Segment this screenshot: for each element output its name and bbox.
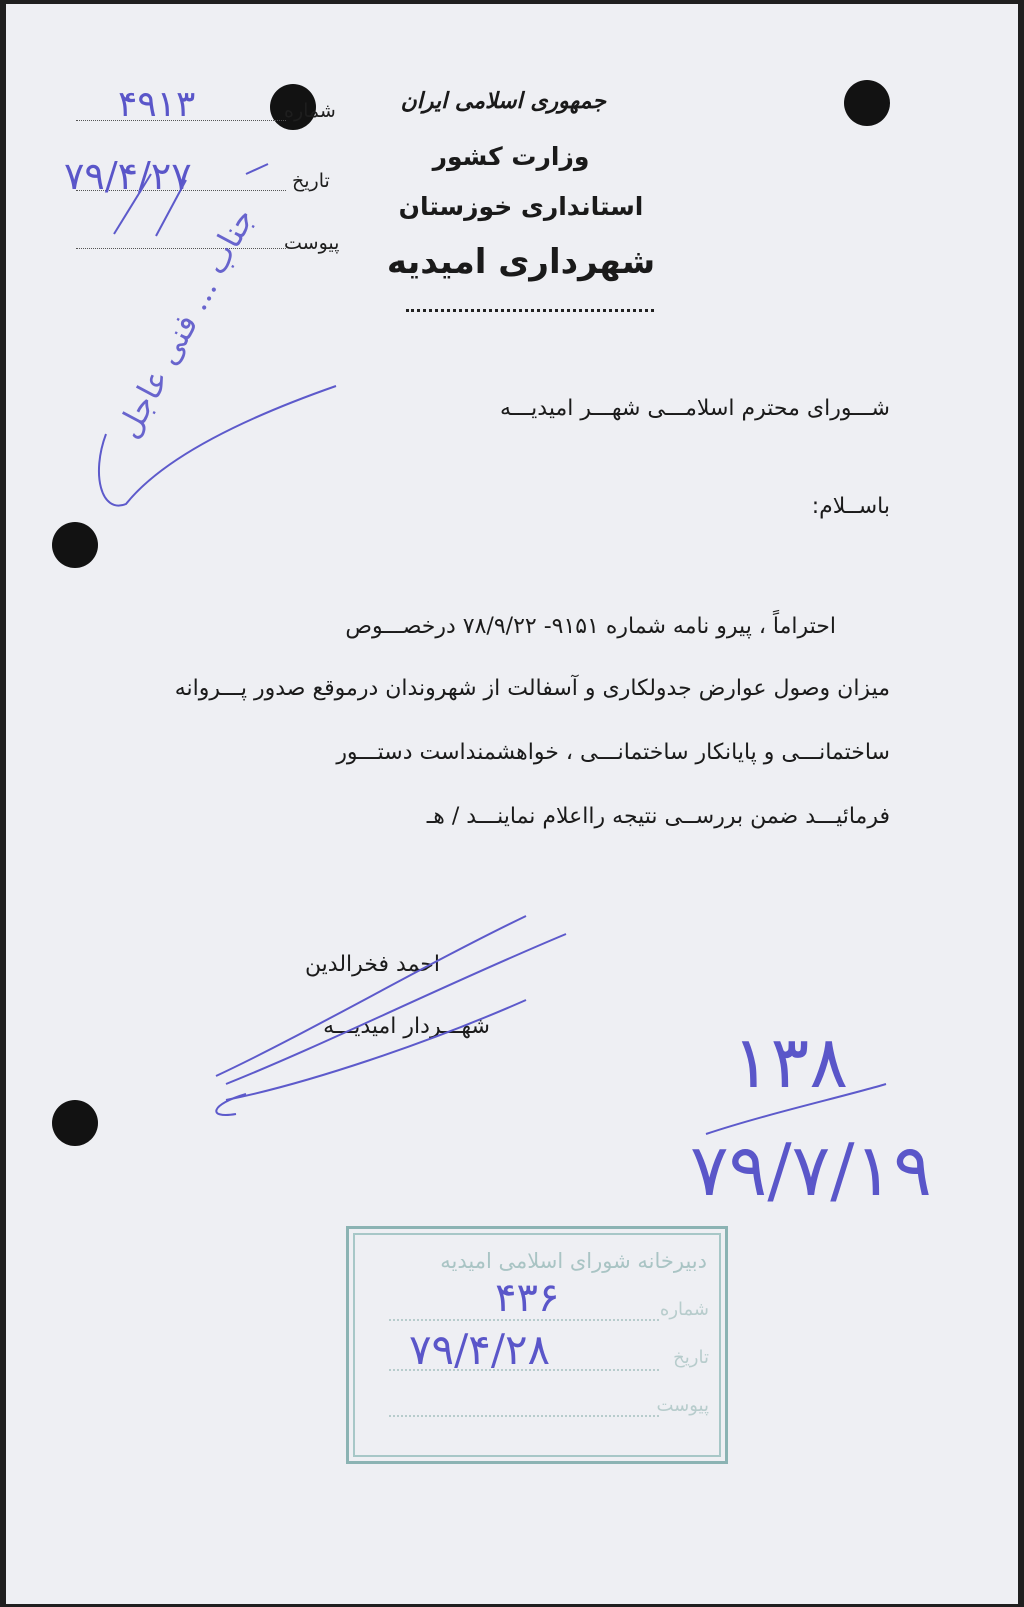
stamp-number-value: ۴۳۶ xyxy=(495,1275,560,1321)
date-label: تاریخ xyxy=(292,170,330,192)
body-line-1: احتراماً ، پیرو نامه شماره ۹۱۵۱- ۷۸/۹/۲۲ درخصـــوص xyxy=(345,614,836,639)
secretariat-stamp xyxy=(346,1226,728,1464)
stamp-attachment-line xyxy=(389,1415,659,1417)
stamp-attachment-label: پیوست xyxy=(656,1395,709,1416)
signature-title: شهـــردار امیدیـــه xyxy=(323,1014,490,1039)
stamp-date-label: تاریخ xyxy=(673,1347,709,1368)
stamp-date-value: ۷۹/۴/۲۸ xyxy=(409,1325,551,1374)
signature-stroke-3 xyxy=(226,1000,526,1100)
number-value: ۴۹۱۳ xyxy=(118,84,196,125)
pen-mark-tick xyxy=(246,164,268,174)
margin-handwritten-note: جناب ... فنی عاجل xyxy=(108,201,263,445)
handwritten-number: ۱۳۸ xyxy=(732,1020,849,1104)
body-line-4: فرمائیـــد ضمن بررســی نتیجه رااعلام نماینـــد / هـ xyxy=(426,804,890,829)
header-municipality: شهرداری امیدیه xyxy=(386,242,656,282)
attachment-label: پیوست xyxy=(284,232,340,254)
header-governorate: استانداری خوزستان xyxy=(398,192,644,221)
header-ministry: وزارت کشور xyxy=(432,142,590,171)
header-republic: جمهوری اسلامی ایران xyxy=(400,88,606,114)
signature-stroke-1 xyxy=(216,916,526,1076)
date-strike-1 xyxy=(114,174,151,234)
addressee: شـــورای محترم اسلامـــی شهـــر امیدیـــه xyxy=(500,396,890,421)
number-underline xyxy=(706,1084,886,1134)
letter-page xyxy=(6,4,1018,1604)
signature-stroke-2 xyxy=(226,934,566,1084)
body-line-3: ساختمانـــی و پایانکار ساختمانـــی ، خواهشمنداست دستـــور xyxy=(336,740,890,765)
greeting: باســلام: xyxy=(811,494,890,519)
stamp-number-label: شماره xyxy=(659,1299,709,1320)
stamp-title: دبیرخانه شورای اسلامی امیدیه xyxy=(440,1249,707,1273)
signature-name: احمد فخرالدین xyxy=(304,952,440,977)
margin-note-loop xyxy=(99,386,336,506)
number-label: شماره xyxy=(284,100,336,122)
handwritten-date: ۷۹/۷/۱۹ xyxy=(690,1128,932,1212)
date-value: ۷۹/۴/۲۷ xyxy=(64,154,192,198)
body-line-2: میزان وصول عوارض جدولکاری و آسفالت از شهروندان درموقع صدور پـــروانه xyxy=(174,676,890,701)
date-strike-2 xyxy=(156,180,186,236)
